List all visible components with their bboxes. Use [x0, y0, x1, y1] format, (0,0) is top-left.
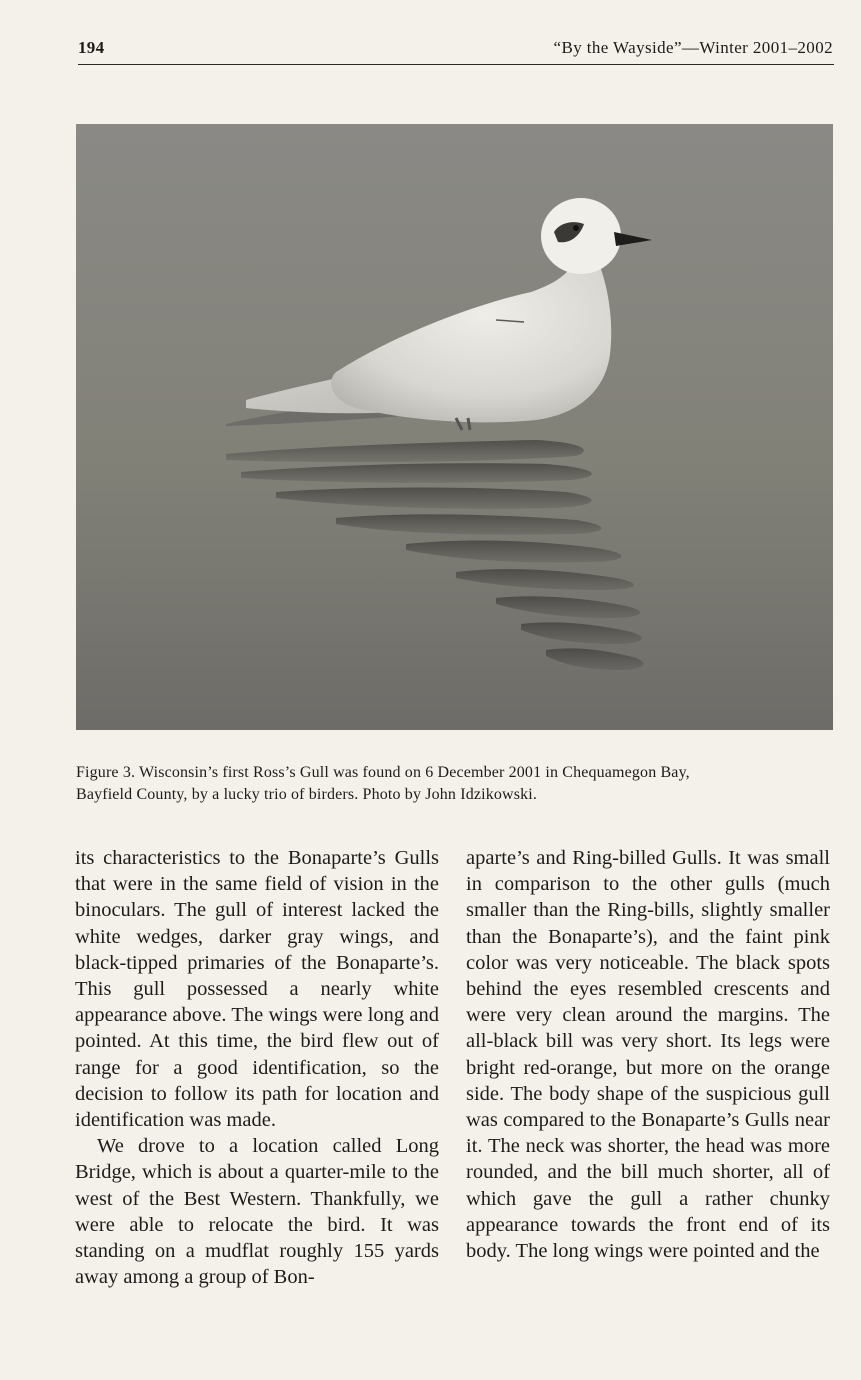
body-column-left	[75, 845, 439, 1290]
ross-gull-photo	[76, 124, 833, 730]
page-number: 194	[78, 38, 105, 57]
ross-gull-photo-graphic	[76, 124, 833, 730]
caption-line: Figure 3. Wisconsin’s first Ross’s Gull was found on 6 December 2001 in Chequamegon Bay,	[76, 764, 690, 781]
body-column-right	[466, 845, 830, 1264]
running-head: “By the Wayside”—Winter 2001–2002	[553, 38, 833, 57]
paragraph: its characteristics to the Bonaparte’s Gulls that were in the same field of vision in the binoculars. The gull of interest lacked the white wedges, darker gray wings, and black-tipped primaries of the Bonaparte’s. This gull possessed a nearly white appearance above. The wings were long and pointed. At this time, the bird flew out of range for a good identification, so the decision to follow its path for location and identification was made.	[75, 847, 439, 1132]
figure-caption	[76, 762, 836, 806]
gull-eye	[573, 225, 579, 231]
water-background	[76, 124, 833, 730]
header-rule	[78, 64, 834, 65]
gull-head	[541, 198, 621, 274]
paragraph: We drove to a location called Long Bridge, which is about a quarter-mile to the west of the Best Western. Thankfully, we were able to relocate the bird. It was standing on a mudflat roughly 155 yards away among a group of Bon-	[75, 1135, 439, 1289]
paragraph: aparte’s and Ring-billed Gulls. It was small in comparison to the other gulls (much smaller than the Ring-bills, slightly smaller than the Bonaparte’s), and the faint pink color was very noticeable. The black spots behind the eyes resembled crescents and were very clean around the margins. The all-black bill was very short. Its legs were bright red-orange, but more on the orange side. The body shape of the suspicious gull was compared to the Bonaparte’s Gulls near it. The neck was shorter, the head was more rounded, and the bill much shorter, all of which gave the gull a rather chunky appearance towards the front end of its body. The long wings were pointed and the	[466, 847, 830, 1263]
caption-line: Bayfield County, by a lucky trio of birders. Photo by John Idzikowski.	[76, 786, 537, 803]
